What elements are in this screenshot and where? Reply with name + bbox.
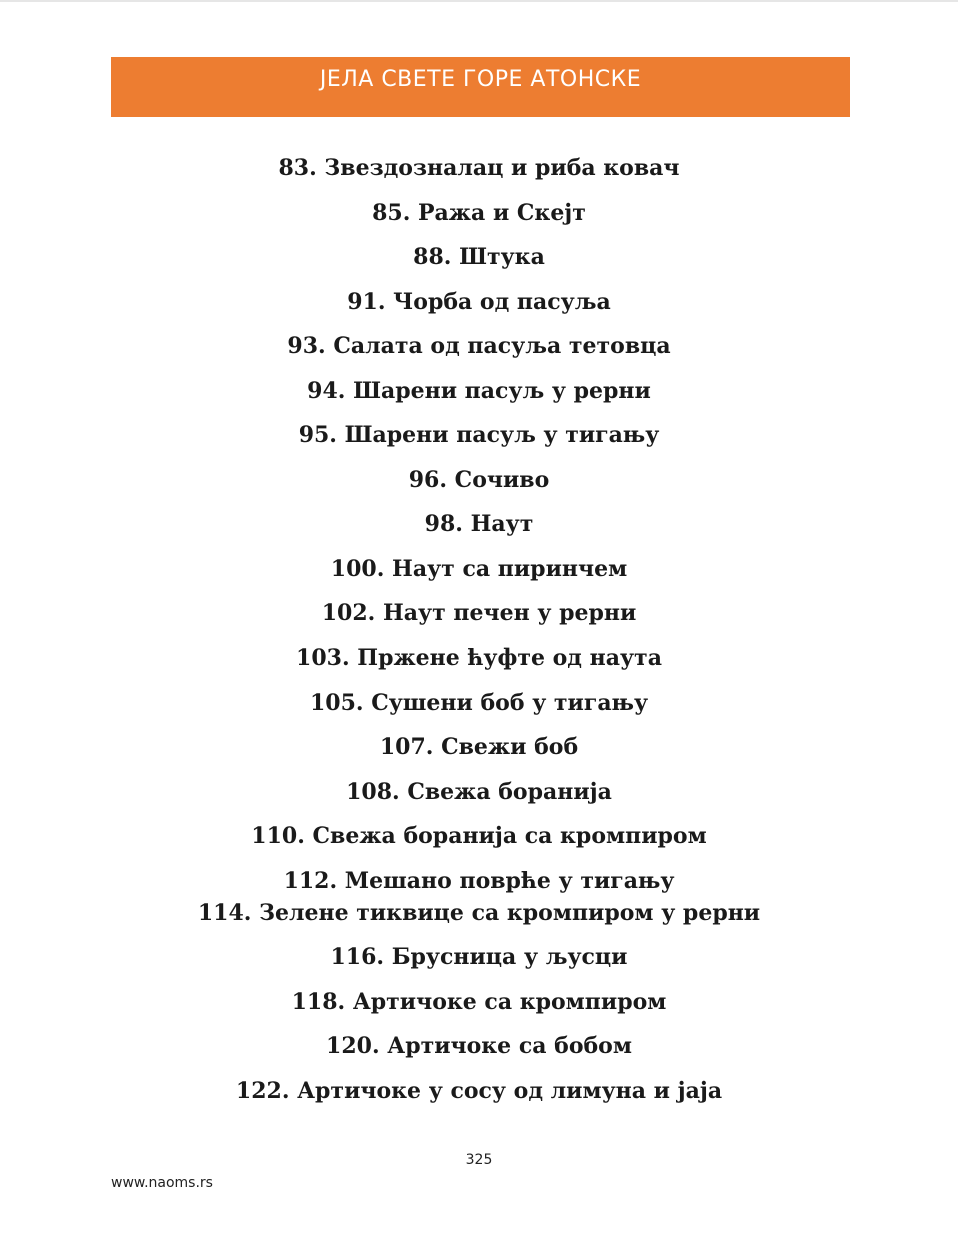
toc-item: 91. Чорба од пасуља xyxy=(347,289,611,315)
toc-item: 95. Шарени пасуљ у тигању xyxy=(298,422,660,448)
toc-item: 83. Звездозналац и риба ковач xyxy=(278,155,680,181)
toc-item: 93. Салата од пасуља тетовца xyxy=(287,333,671,359)
toc-item: 108. Свежа боранија xyxy=(346,779,612,805)
toc-item: 112. Мешано поврће у тигању xyxy=(283,868,675,894)
toc-item: 98. Наут xyxy=(424,511,534,537)
toc-item: 103. Пржене ћуфте од наута xyxy=(296,645,662,671)
toc-item: 102. Наут печен у рерни xyxy=(321,600,637,626)
toc-item: 116. Брусница у љусци xyxy=(330,944,628,970)
toc-item: 107. Свежи боб xyxy=(379,734,579,760)
footer-url: www.naoms.rs xyxy=(111,1175,213,1191)
toc-item: 85. Ража и Скејт xyxy=(372,200,586,226)
toc-item: 120. Артичоке са бобом xyxy=(326,1033,632,1059)
header-title: ЈЕЛА СВЕТЕ ГОРЕ АТОНСКЕ xyxy=(319,67,642,92)
toc-item: 105. Сушени боб у тигању xyxy=(309,690,649,716)
top-rule xyxy=(0,0,958,2)
toc-item: 88. Штука xyxy=(413,244,545,270)
toc-item: 114. Зелене тиквице са кромпиром у рерни xyxy=(197,900,761,926)
toc-item: 94. Шарени пасуљ у рерни xyxy=(307,378,651,404)
toc-item: 100. Наут са пиринчем xyxy=(330,556,628,582)
toc-item: 96. Сочиво xyxy=(408,467,550,493)
page-number: 325 xyxy=(465,1152,493,1168)
toc-item: 110. Свежа боранија са кромпиром xyxy=(251,823,707,849)
header-band xyxy=(111,57,850,117)
toc-item: 118. Артичоке са кромпиром xyxy=(291,989,667,1015)
toc-item: 122. Артичоке у сосу од лимуна и јаја xyxy=(235,1078,723,1104)
